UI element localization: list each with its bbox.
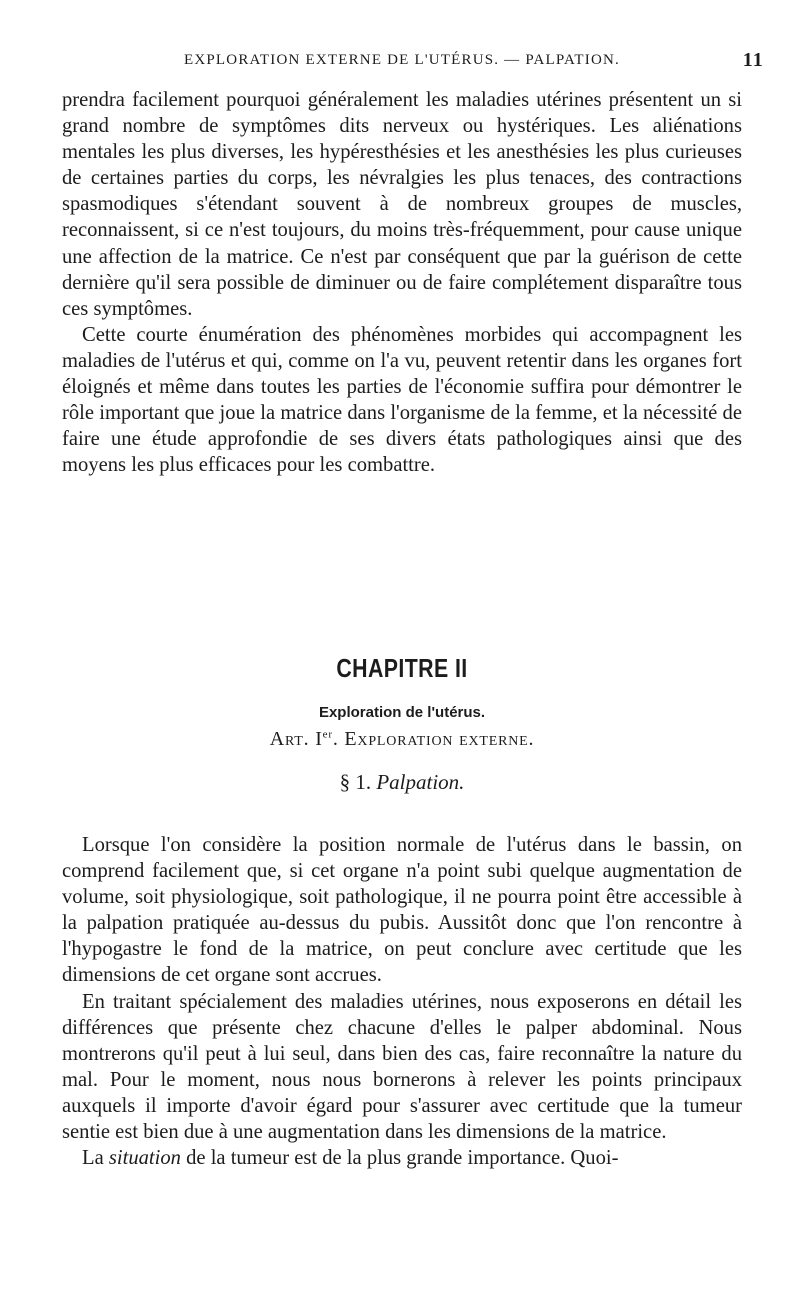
body-text-bottom (62, 832, 742, 1171)
article-heading (62, 728, 742, 751)
section-title: Palpation. (376, 770, 465, 794)
chapter-subtitle: Exploration de l'utérus. (318, 704, 486, 721)
paragraph: Lorsque l'on considère la position normale de l'utérus dans le bassin, on comprend facilement que, si cet organe n'a point subi quelque augmentation de volume, soit physiologique, soit pathologique, il ne pourra point être accessible à la palpation pratiquée au-dessus du pubis. Aussitôt donc que l'on rencontre à l'hypogastre le fond de la matrice, on peut conclure avec certitude que les dimensions de cet organe sont accrues. (62, 834, 742, 987)
chapter-title: CHAPITRE II (336, 653, 468, 683)
paragraph: prendra facilement pourquoi généralement les maladies utérines présentent un si grand nombre de symptômes dits nerveux ou hystériques. Les aliénations mentales les plus diverses, les hypéresthésies et les anesthésies les plus curieuses de certaines parties du corps, les névralgies les plus tenaces, des contractions spasmodiques s'étendant souvent à de nombreux groupes de muscles, reconnaissent, si ce n'est toujours, du moins très-fréquemment, pour cause unique une affection de la matrice. Ce n'est par conséquent que par la guérison de cette dernière qu'il sera possible de diminuer ou de faire complétement disparaître tous ces symptômes. (62, 89, 742, 320)
running-head-title: EXPLORATION EXTERNE DE L'UTÉRUS. — PALPATION. (183, 52, 621, 68)
paragraph-last (62, 1145, 742, 1171)
paragraph: En traitant spécialement des maladies utérines, nous exposerons en détail les différences que présente chez chacune d'elles le palper abdominal. Nous montrerons qu'il peut à lui seul, dans bien des cas, faire reconnaître la nature du mal. Pour le moment, nous nous bornerons à relever les points principaux auxquels il importe d'avoir égard pour s'assurer avec certitude que la tumeur sentie est bien due à une augmentation dans les dimensions de la matrice. (62, 990, 742, 1144)
last-line-italic: situation (108, 1147, 181, 1170)
article-prefix: Art. I (269, 728, 323, 750)
paragraph: Cette courte énumération des phénomènes morbides qui accompagnent les maladies de l'utérus et qui, comme on l'a vu, peuvent retentir dans les organes fort éloignés et même dans toutes les parties de l'économie suffira pour démontrer le rôle important que joue la matrice dans l'organisme de la femme, et la nécessité de faire une étude approfondie de ses divers états pathologiques ainsi que des moyens les plus efficaces pour les combattre. (62, 323, 742, 477)
page-number: 11 (742, 49, 764, 71)
last-line-lead: La (82, 1147, 109, 1170)
body-text-top (62, 87, 742, 478)
running-head (62, 49, 772, 80)
last-line-rest: de la tumeur est de la plus grande importance. Quoi- (180, 1147, 619, 1170)
article-suffix: . Exploration externe. (332, 728, 535, 750)
article-superscript: er (322, 728, 333, 741)
section-heading (62, 770, 742, 795)
section-number: § 1. (339, 770, 372, 794)
